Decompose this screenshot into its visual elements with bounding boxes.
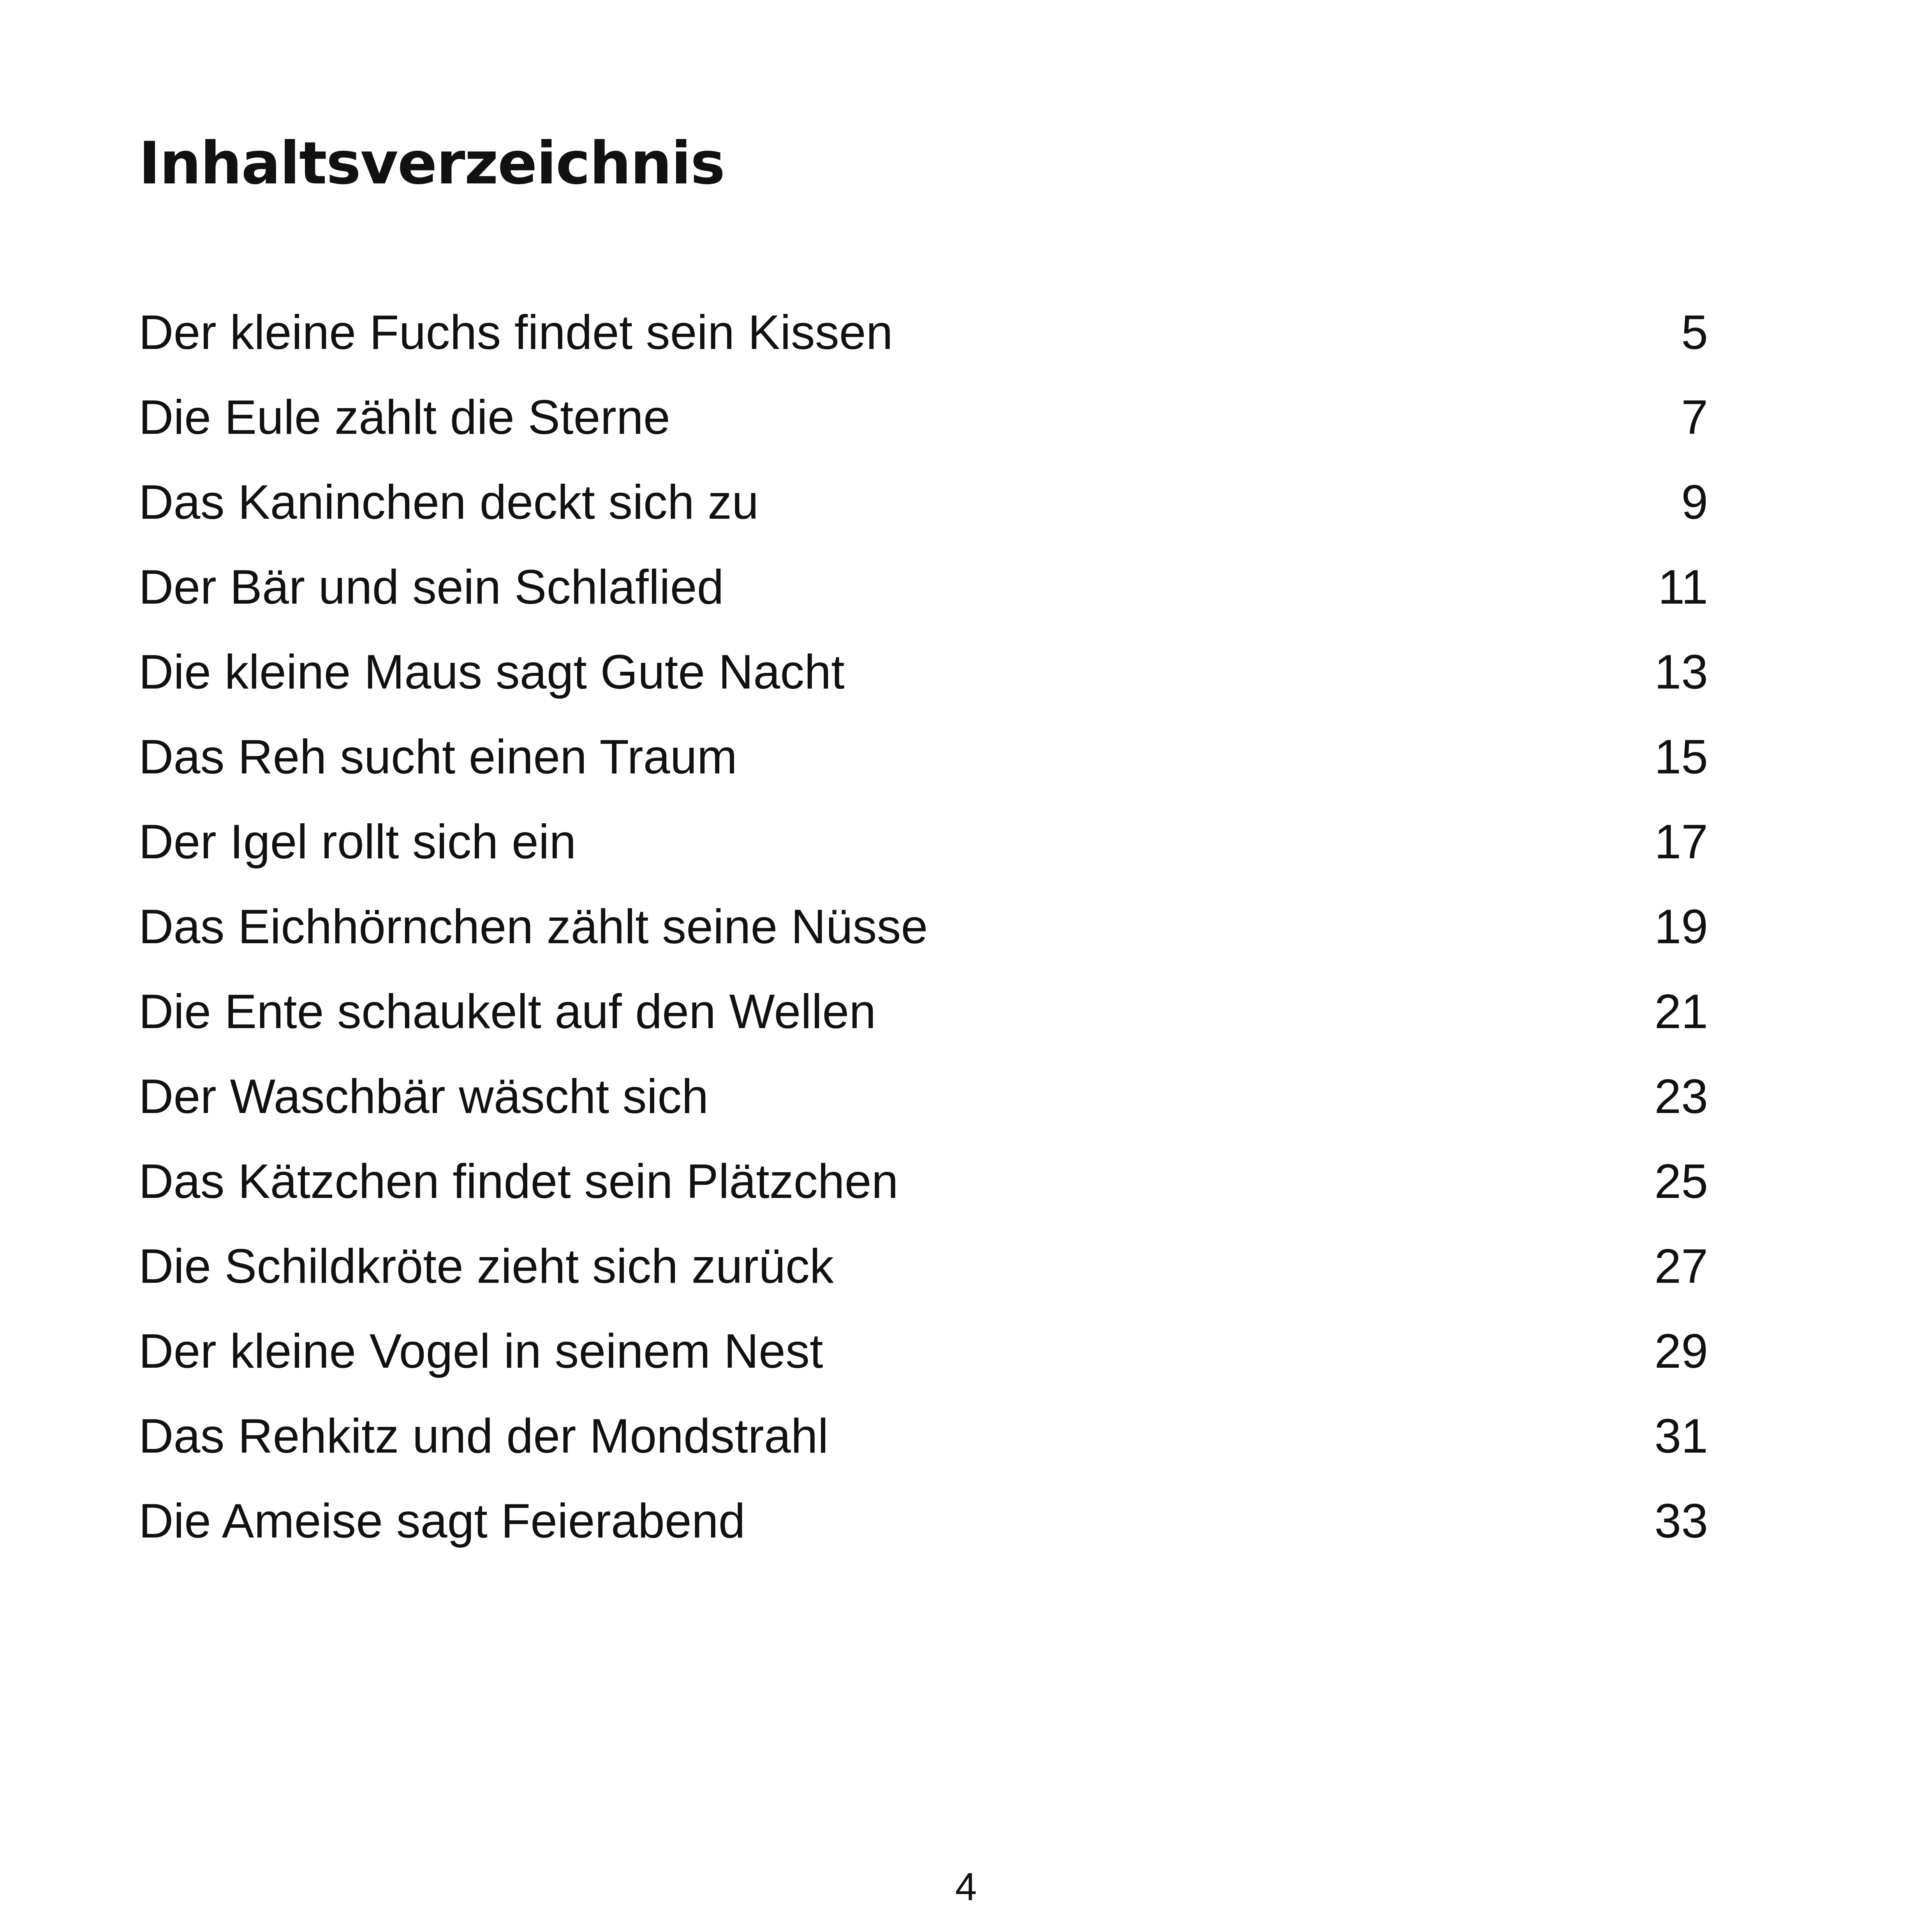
- toc-entry-title: Die Eule zählt die Sterne: [139, 391, 670, 444]
- toc-entry: [139, 1139, 1708, 1224]
- toc-entry-page: 7: [1681, 391, 1708, 444]
- toc-entry: [139, 1479, 1708, 1564]
- toc-entry-title: Der Waschbär wäscht sich: [139, 1070, 709, 1124]
- toc-entry-title: Das Eichhörnchen zählt seine Nüsse: [139, 900, 928, 954]
- toc-entry-title: Die kleine Maus sagt Gute Nacht: [139, 645, 845, 699]
- toc-entry: [139, 375, 1708, 460]
- page-number: 4: [955, 1865, 977, 1909]
- toc-entry-page: 5: [1681, 306, 1708, 359]
- toc-entry-page: 29: [1654, 1324, 1708, 1378]
- toc-entry-page: 13: [1654, 645, 1708, 699]
- toc-entry: [139, 884, 1708, 969]
- toc-entry-page: 25: [1654, 1155, 1708, 1208]
- toc-entry: [139, 715, 1708, 800]
- toc-entry: [139, 1224, 1708, 1309]
- toc-entry-page: 19: [1654, 900, 1708, 954]
- toc-entry: [139, 1394, 1708, 1479]
- toc-entry-page: 21: [1654, 985, 1708, 1039]
- toc-entry-title: Das Kätzchen findet sein Plätzchen: [139, 1155, 898, 1208]
- toc-entry: [139, 969, 1708, 1054]
- toc-entry-title: Das Reh sucht einen Traum: [139, 730, 737, 784]
- toc-entry-page: 33: [1654, 1494, 1708, 1548]
- toc-entry-title: Das Rehkitz und der Mondstrahl: [139, 1409, 829, 1463]
- toc-entry: [139, 800, 1708, 884]
- toc-entry: [139, 1054, 1708, 1139]
- toc-entry-page: 27: [1654, 1240, 1708, 1293]
- toc-entry-title: Die Schildkröte zieht sich zurück: [139, 1240, 834, 1293]
- toc-entry-page: 31: [1654, 1409, 1708, 1463]
- toc-entry-title: Der kleine Fuchs findet sein Kissen: [139, 306, 893, 359]
- toc-entry: [139, 545, 1708, 630]
- toc-heading: Inhaltsverzeichnis: [139, 130, 725, 197]
- toc-entry: [139, 1309, 1708, 1394]
- toc-entry-title: Die Ente schaukelt auf den Wellen: [139, 985, 876, 1039]
- toc-entry-title: Der kleine Vogel in seinem Nest: [139, 1324, 823, 1378]
- toc-entry-title: Die Ameise sagt Feierabend: [139, 1494, 745, 1548]
- toc-entry-page: 9: [1681, 476, 1708, 529]
- toc-entry: [139, 630, 1708, 715]
- toc-entry-title: Das Kaninchen deckt sich zu: [139, 476, 759, 529]
- toc-entry-page: 23: [1654, 1070, 1708, 1124]
- toc-entry: [139, 460, 1708, 545]
- toc-entry-page: 17: [1654, 815, 1708, 869]
- toc-entry-page: 15: [1654, 730, 1708, 784]
- toc-entry: [139, 290, 1708, 375]
- toc-entry-title: Der Bär und sein Schlaflied: [139, 560, 724, 614]
- toc-entry-page: 11: [1658, 560, 1708, 614]
- toc-entry-title: Der Igel rollt sich ein: [139, 815, 576, 869]
- toc-list: [139, 290, 1708, 1564]
